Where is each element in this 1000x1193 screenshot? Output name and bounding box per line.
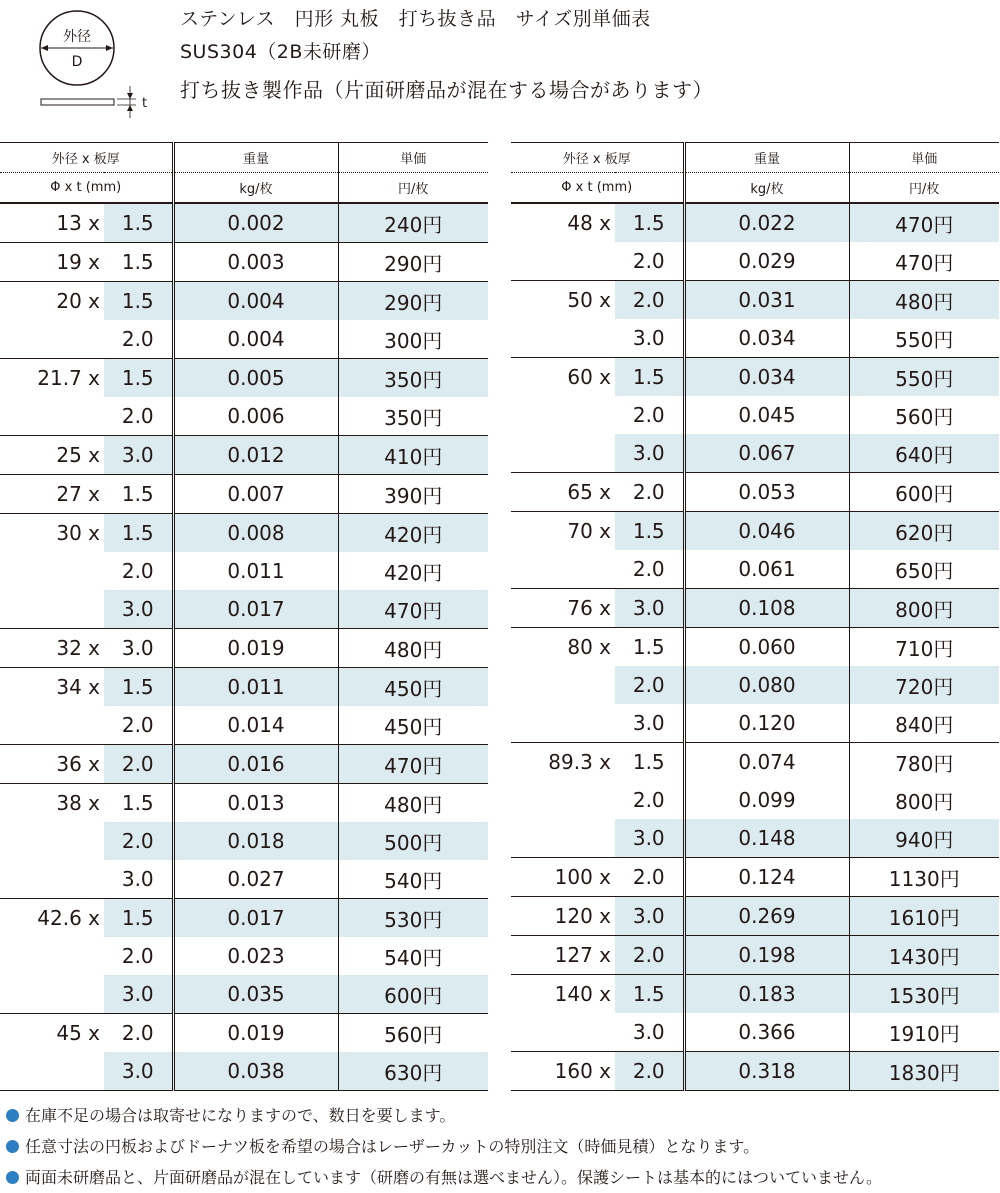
diameter-cell [511, 434, 615, 473]
price-cell: 450円 [338, 668, 488, 707]
weight-cell: 0.011 [173, 552, 338, 590]
thickness-cell: 1.5 [104, 668, 173, 707]
table-row [511, 936, 999, 975]
thickness-cell: 3.0 [615, 434, 684, 473]
price-cell: 550円 [849, 319, 999, 358]
header-weight-unit: kg/枚 [173, 173, 338, 204]
weight-cell: 0.008 [173, 514, 338, 553]
price-cell: 1430円 [849, 936, 999, 975]
thickness-cell: 2.0 [615, 936, 684, 975]
weight-cell: 0.019 [173, 629, 338, 668]
table-row [0, 436, 488, 475]
table-row [511, 319, 999, 358]
table-row [0, 629, 488, 668]
table-row [511, 743, 999, 782]
thickness-cell: 2.0 [104, 320, 173, 359]
diagram-d-label: D [71, 54, 83, 70]
weight-cell: 0.060 [684, 628, 849, 667]
diameter-cell: 100 x [511, 858, 615, 897]
header-price-unit: 円/枚 [338, 173, 488, 204]
thickness-cell: 3.0 [104, 590, 173, 629]
table-body-right [511, 203, 999, 1091]
weight-cell: 0.061 [684, 550, 849, 589]
diameter-cell: 25 x [0, 436, 104, 475]
weight-cell: 0.014 [173, 706, 338, 745]
price-cell: 410円 [338, 436, 488, 475]
diameter-cell: 80 x [567, 635, 611, 659]
weight-cell: 0.108 [684, 589, 849, 628]
header-dia-thick-unit: Φ x t (mm) [511, 173, 684, 204]
price-cell: 710円 [895, 636, 954, 661]
price-table-right [511, 142, 999, 1091]
price-cell: 530円 [338, 899, 488, 938]
weight-cell: 0.002 [173, 203, 338, 243]
price-cell: 840円 [849, 704, 999, 743]
diameter-cell: 70 x [567, 519, 611, 543]
thickness-cell: 1.5 [104, 899, 173, 938]
table-row [511, 666, 999, 704]
thickness-cell: 2.0 [615, 242, 684, 281]
thickness-cell: 3.0 [104, 1052, 173, 1091]
weight-cell: 0.003 [173, 243, 338, 282]
thickness-cell: 1.5 [104, 243, 173, 282]
diameter-cell: 127 x [511, 936, 615, 975]
table-row [0, 975, 488, 1014]
price-cell: 390円 [338, 475, 488, 514]
thickness-cell: 2.0 [615, 473, 684, 512]
diameter-cell [0, 937, 104, 975]
table-row [511, 550, 999, 589]
weight-cell: 0.005 [173, 359, 338, 398]
price-cell: 560円 [384, 1022, 443, 1047]
notes-list [6, 1100, 882, 1193]
thickness-cell: 2.0 [104, 706, 173, 745]
table-row [511, 1013, 999, 1052]
price-cell: 650円 [849, 550, 999, 589]
table-row [0, 899, 488, 938]
weight-cell: 0.099 [684, 781, 849, 819]
table-row [511, 358, 999, 397]
price-cell: 470円 [849, 242, 999, 281]
weight-cell: 0.046 [684, 512, 849, 551]
table-row [0, 822, 488, 860]
weight-cell: 0.004 [173, 282, 338, 321]
thickness-cell: 1.5 [104, 282, 173, 321]
diameter-arrow-right [106, 45, 113, 51]
diameter-cell [511, 242, 615, 281]
diagram-t-label: t [142, 96, 148, 111]
weight-cell: 0.023 [173, 937, 338, 975]
thickness-arrow-top [127, 93, 133, 99]
diameter-cell: 89.3 x [548, 750, 611, 774]
weight-cell: 0.038 [173, 1052, 338, 1091]
table-row [511, 473, 999, 512]
diameter-cell: 13 x [0, 203, 104, 243]
weight-cell: 0.067 [684, 434, 849, 473]
bullet-icon [6, 1171, 19, 1184]
table-row [0, 1014, 488, 1053]
price-cell: 240円 [338, 203, 488, 243]
table-row [0, 706, 488, 745]
price-cell: 1830円 [849, 1052, 999, 1091]
table-row [511, 1052, 999, 1091]
price-cell: 350円 [338, 359, 488, 398]
weight-cell: 0.012 [173, 436, 338, 475]
thickness-cell: 2.0 [104, 937, 173, 975]
weight-cell: 0.022 [684, 203, 849, 242]
price-cell: 600円 [849, 473, 999, 512]
diameter-cell [0, 1052, 104, 1091]
thickness-cell: 2.0 [615, 281, 684, 320]
weight-cell: 0.034 [684, 319, 849, 358]
thickness-cell: 3.0 [104, 975, 173, 1014]
diameter-cell: 30 x [56, 521, 100, 545]
weight-cell: 0.366 [684, 1013, 849, 1052]
price-cell: 620円 [849, 512, 999, 551]
price-cell: 1610円 [849, 897, 999, 936]
thickness-cell: 2.0 [615, 858, 684, 897]
price-cell: 480円 [338, 629, 488, 668]
table-row [0, 860, 488, 899]
diameter-cell [0, 975, 104, 1014]
header-dia-thick: 外径 x 板厚 [0, 143, 173, 173]
weight-cell: 0.027 [173, 860, 338, 899]
price-cell: 450円 [338, 706, 488, 745]
note-text: 任意寸法の円板およびドーナツ板を希望の場合はレーザーカットの特別注文（時価見積）となります。 [25, 1137, 760, 1156]
weight-cell: 0.198 [684, 936, 849, 975]
diameter-cell [511, 666, 615, 704]
diameter-cell: 140 x [554, 982, 611, 1006]
thickness-cell: 3.0 [615, 1013, 684, 1052]
thickness-cell: 2.0 [104, 1014, 173, 1053]
table-row [0, 282, 488, 321]
header-dia-thick: 外径 x 板厚 [511, 143, 684, 173]
table-row [511, 819, 999, 858]
table-row [0, 590, 488, 629]
diameter-cell: 32 x [0, 629, 104, 668]
thickness-cell: 1.5 [104, 784, 173, 823]
weight-cell: 0.013 [173, 784, 338, 823]
diameter-cell [511, 319, 615, 358]
table-row [511, 203, 999, 242]
weight-cell: 0.016 [173, 745, 338, 784]
diameter-cell: 160 x [511, 1052, 615, 1091]
thickness-cell: 2.0 [104, 552, 173, 590]
weight-cell: 0.011 [173, 668, 338, 707]
thickness-cell: 3.0 [615, 704, 684, 743]
price-cell: 300円 [338, 320, 488, 359]
diameter-cell: 60 x [567, 365, 611, 389]
page-title: ステンレス 円形 丸板 打ち抜き品 サイズ別単価表 [180, 8, 651, 30]
weight-cell: 0.007 [173, 475, 338, 514]
weight-cell: 0.017 [173, 590, 338, 629]
thickness-cell: 3.0 [104, 860, 173, 899]
thickness-cell: 3.0 [615, 897, 684, 936]
diameter-cell: 65 x [511, 473, 615, 512]
thickness-arrow-bottom [127, 105, 133, 111]
price-cell: 290円 [338, 243, 488, 282]
thickness-cell: 1.5 [615, 203, 684, 242]
note-item [6, 1131, 882, 1162]
diameter-cell: 45 x [56, 1021, 100, 1045]
disc-diagram-svg [0, 0, 170, 130]
header-weight: 重量 [684, 143, 849, 173]
table-row [511, 434, 999, 473]
table-row [511, 781, 999, 819]
thickness-cell: 2.0 [615, 666, 684, 704]
diameter-cell: 36 x [0, 745, 104, 784]
weight-cell: 0.053 [684, 473, 849, 512]
table-row [0, 397, 488, 436]
price-cell: 1130円 [849, 858, 999, 897]
diameter-cell: 20 x [56, 289, 100, 313]
diameter-cell [0, 860, 104, 899]
table-row [0, 668, 488, 707]
diameter-cell: 42.6 x [37, 906, 100, 930]
price-cell: 1530円 [849, 975, 999, 1014]
diameter-cell: 76 x [511, 589, 615, 628]
table-row [0, 514, 488, 553]
header-price: 単価 [849, 143, 999, 173]
weight-cell: 0.019 [173, 1014, 338, 1053]
price-cell: 500円 [338, 822, 488, 860]
table-row [0, 937, 488, 975]
note-text: 在庫不足の場合は取寄せになりますので、数日を要します。 [25, 1106, 456, 1125]
price-cell: 480円 [384, 792, 443, 817]
table-row [511, 858, 999, 897]
header-dia-thick-unit: Φ x t (mm) [0, 173, 173, 204]
price-table-left [0, 142, 488, 1091]
diameter-cell [0, 706, 104, 745]
header-price: 単価 [338, 143, 488, 173]
price-cell: 480円 [849, 281, 999, 320]
thickness-cell: 2.0 [104, 397, 173, 436]
weight-cell: 0.148 [684, 819, 849, 858]
header-weight-unit: kg/枚 [684, 173, 849, 204]
thickness-cell: 3.0 [104, 629, 173, 668]
price-cell: 540円 [384, 945, 443, 970]
table-row [0, 203, 488, 243]
price-cell: 290円 [338, 282, 488, 321]
weight-cell: 0.029 [684, 242, 849, 281]
thickness-cell: 1.5 [615, 628, 684, 667]
diameter-cell [0, 590, 104, 629]
table-row [0, 784, 488, 823]
thickness-cell: 1.5 [104, 475, 173, 514]
weight-cell: 0.318 [684, 1052, 849, 1091]
price-cell: 800円 [895, 789, 954, 814]
product-note: 打ち抜き製作品（片面研磨品が混在する場合があります） [180, 78, 713, 102]
table-row [511, 396, 999, 434]
table-row [0, 1052, 488, 1091]
thickness-cell: 2.0 [615, 781, 684, 819]
thickness-cell: 2.0 [104, 822, 173, 860]
diameter-cell: 38 x [56, 791, 100, 815]
disc-side-view [41, 99, 114, 105]
weight-cell: 0.269 [684, 897, 849, 936]
diameter-cell: 50 x [567, 288, 611, 312]
diameter-cell [0, 397, 104, 436]
price-cell: 720円 [849, 666, 999, 704]
table-row [511, 975, 999, 1014]
weight-cell: 0.004 [173, 320, 338, 359]
weight-cell: 0.120 [684, 704, 849, 743]
weight-cell: 0.018 [173, 822, 338, 860]
thickness-cell: 3.0 [104, 436, 173, 475]
table-row [511, 897, 999, 936]
thickness-cell: 3.0 [615, 819, 684, 858]
diameter-cell [0, 552, 104, 590]
diagram-outer-label: 外径 [63, 29, 91, 45]
thickness-cell: 1.5 [615, 358, 684, 397]
thickness-cell: 1.5 [615, 743, 684, 782]
thickness-cell: 3.0 [615, 319, 684, 358]
note-text: 両面未研磨品と、片面研磨品が混在しています（研磨の有無は選べません）。保護シートは基本的にはついていません。 [25, 1168, 882, 1187]
price-cell: 350円 [338, 397, 488, 436]
price-cell: 780円 [895, 751, 954, 776]
thickness-cell: 1.5 [615, 975, 684, 1014]
diameter-cell: 19 x [0, 243, 104, 282]
thickness-cell: 1.5 [104, 359, 173, 398]
table-row [511, 589, 999, 628]
diameter-cell [511, 819, 615, 858]
weight-cell: 0.080 [684, 666, 849, 704]
price-cell: 420円 [338, 514, 488, 553]
thickness-cell: 1.5 [104, 514, 173, 553]
price-cell: 630円 [338, 1052, 488, 1091]
thickness-cell: 2.0 [615, 550, 684, 589]
diameter-cell [511, 396, 615, 434]
weight-cell: 0.017 [173, 899, 338, 938]
diameter-cell: 120 x [511, 897, 615, 936]
price-cell: 470円 [338, 590, 488, 629]
price-cell: 470円 [849, 203, 999, 242]
bullet-icon [6, 1109, 19, 1122]
note-item [6, 1162, 882, 1193]
diameter-cell: 27 x [0, 475, 104, 514]
header-weight: 重量 [173, 143, 338, 173]
weight-cell: 0.045 [684, 396, 849, 434]
table-row [0, 243, 488, 282]
diameter-cell [511, 781, 615, 819]
price-cell: 1910円 [849, 1013, 999, 1052]
thickness-cell: 1.5 [104, 203, 173, 243]
weight-cell: 0.006 [173, 397, 338, 436]
price-cell: 940円 [849, 819, 999, 858]
price-cell: 800円 [849, 589, 999, 628]
table-row [511, 281, 999, 320]
diameter-cell [511, 704, 615, 743]
weight-cell: 0.074 [684, 743, 849, 782]
diameter-cell [0, 822, 104, 860]
diameter-cell: 21.7 x [37, 366, 100, 390]
table-row [0, 745, 488, 784]
price-cell: 600円 [338, 975, 488, 1014]
table-row [0, 552, 488, 590]
thickness-cell: 2.0 [615, 1052, 684, 1091]
note-item [6, 1100, 882, 1131]
table-row [511, 242, 999, 281]
price-cell: 420円 [384, 560, 443, 585]
table-row [0, 320, 488, 359]
diameter-cell [511, 550, 615, 589]
thickness-cell: 2.0 [104, 745, 173, 784]
weight-cell: 0.031 [684, 281, 849, 320]
table-row [0, 359, 488, 398]
weight-cell: 0.124 [684, 858, 849, 897]
table-row [511, 512, 999, 551]
table-row [0, 475, 488, 514]
header-price-unit: 円/枚 [849, 173, 999, 204]
diameter-cell [511, 1013, 615, 1052]
thickness-cell: 2.0 [615, 396, 684, 434]
weight-cell: 0.183 [684, 975, 849, 1014]
dimension-diagram [0, 0, 170, 130]
thickness-cell: 3.0 [615, 589, 684, 628]
price-cell: 540円 [338, 860, 488, 899]
weight-cell: 0.035 [173, 975, 338, 1014]
price-cell: 640円 [849, 434, 999, 473]
thickness-cell: 1.5 [615, 512, 684, 551]
price-cell: 550円 [849, 358, 999, 397]
material-spec: SUS304（2B未研磨） [180, 41, 381, 63]
price-cell: 470円 [338, 745, 488, 784]
diameter-arrow-left [41, 45, 48, 51]
diameter-cell: 48 x [567, 211, 611, 235]
weight-cell: 0.034 [684, 358, 849, 397]
bullet-icon [6, 1140, 19, 1153]
table-body-left [0, 203, 488, 1091]
diameter-cell: 34 x [56, 675, 100, 699]
table-row [511, 704, 999, 743]
price-cell: 560円 [895, 404, 954, 429]
table-row [511, 628, 999, 667]
diameter-cell [0, 320, 104, 359]
